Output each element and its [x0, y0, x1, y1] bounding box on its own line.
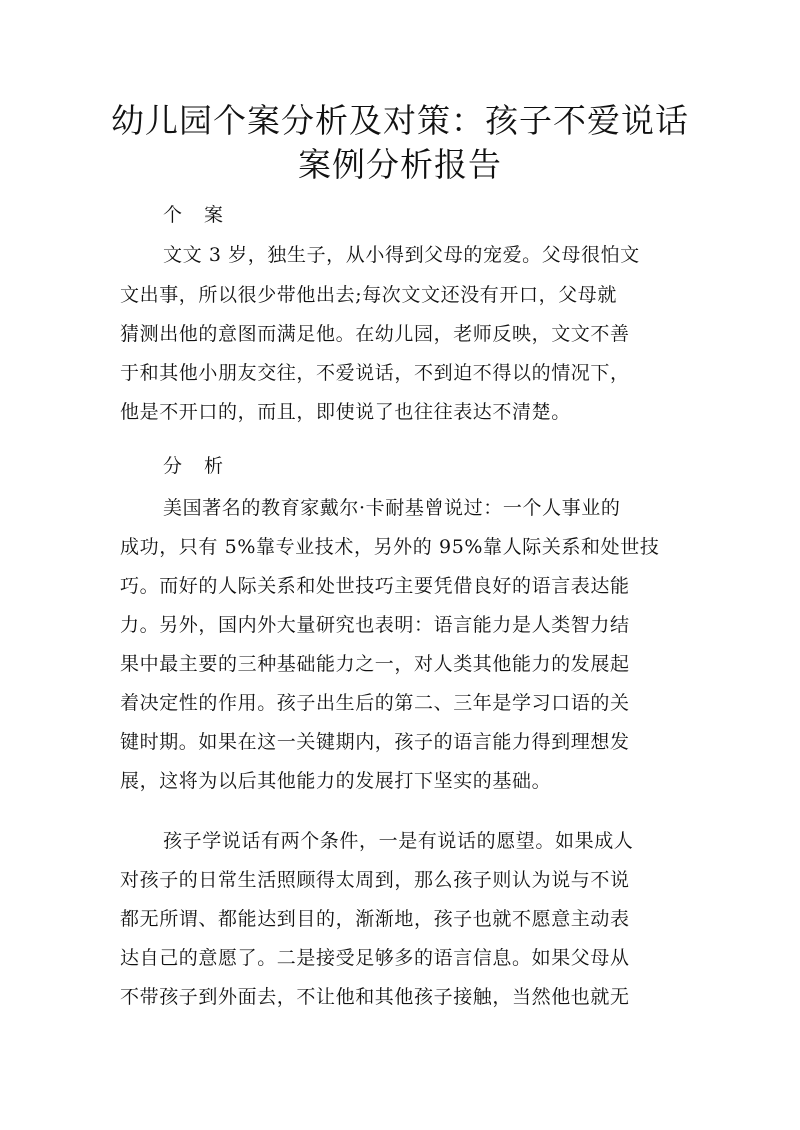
paragraph-line: 键时期。如果在这一关键期内，孩子的语言能力得到理想发: [120, 731, 630, 753]
paragraph-line: 于和其他小朋友交往，不爱说话，不到迫不得以的情况下，: [120, 362, 630, 384]
paragraph-line: 孩子学说话有两个条件，一是有说话的愿望。如果成人: [163, 830, 634, 852]
paragraph-line: 对孩子的日常生活照顾得太周到，那么孩子则认为说与不说: [120, 869, 630, 891]
paragraph-line: 着决定性的作用。孩子出生后的第二、三年是学习口语的关: [120, 692, 630, 714]
paragraph-line: 猜测出他的意图而满足他。在幼儿园，老师反映，文文不善: [120, 323, 630, 345]
paragraph-line: 展，这将为以后其他能力的发展打下坚实的基础。: [120, 770, 552, 792]
paragraph-line: 果中最主要的三种基础能力之一，对人类其他能力的发展起: [120, 653, 630, 675]
section-heading-analysis: 分 析: [163, 455, 232, 477]
paragraph-line: 他是不开口的，而且，即使说了也往往表达不清楚。: [120, 401, 571, 423]
paragraph-line: 文文 3 岁，独生子，从小得到父母的宠爱。父母很怕文: [163, 244, 640, 266]
document-title-line-1: 幼儿园个案分析及对策：孩子不爱说话: [111, 101, 689, 140]
paragraph-line: 达自己的意愿了。二是接受足够多的语言信息。如果父母从: [120, 947, 630, 969]
paragraph-line: 文出事，所以很少带他出去;每次文文还没有开口，父母就: [120, 284, 618, 306]
paragraph-line: 不带孩子到外面去，不让他和其他孩子接触，当然他也就无: [120, 986, 630, 1008]
section-heading-case: 个 案: [163, 204, 232, 226]
paragraph-line: 成功，只有 5%靠专业技术，另外的 95%靠人际关系和处世技: [120, 536, 660, 558]
paragraph-line: 都无所谓、都能达到目的，渐渐地，孩子也就不愿意主动表: [120, 908, 630, 930]
paragraph-line: 力。另外，国内外大量研究也表明：语言能力是人类智力结: [120, 614, 630, 636]
paragraph-line: 美国著名的教育家戴尔·卡耐基曾说过：一个人事业的: [163, 497, 621, 519]
document-title-line-2: 案例分析报告: [298, 145, 502, 184]
paragraph-line: 巧。而好的人际关系和处世技巧主要凭借良好的语言表达能: [120, 575, 630, 597]
